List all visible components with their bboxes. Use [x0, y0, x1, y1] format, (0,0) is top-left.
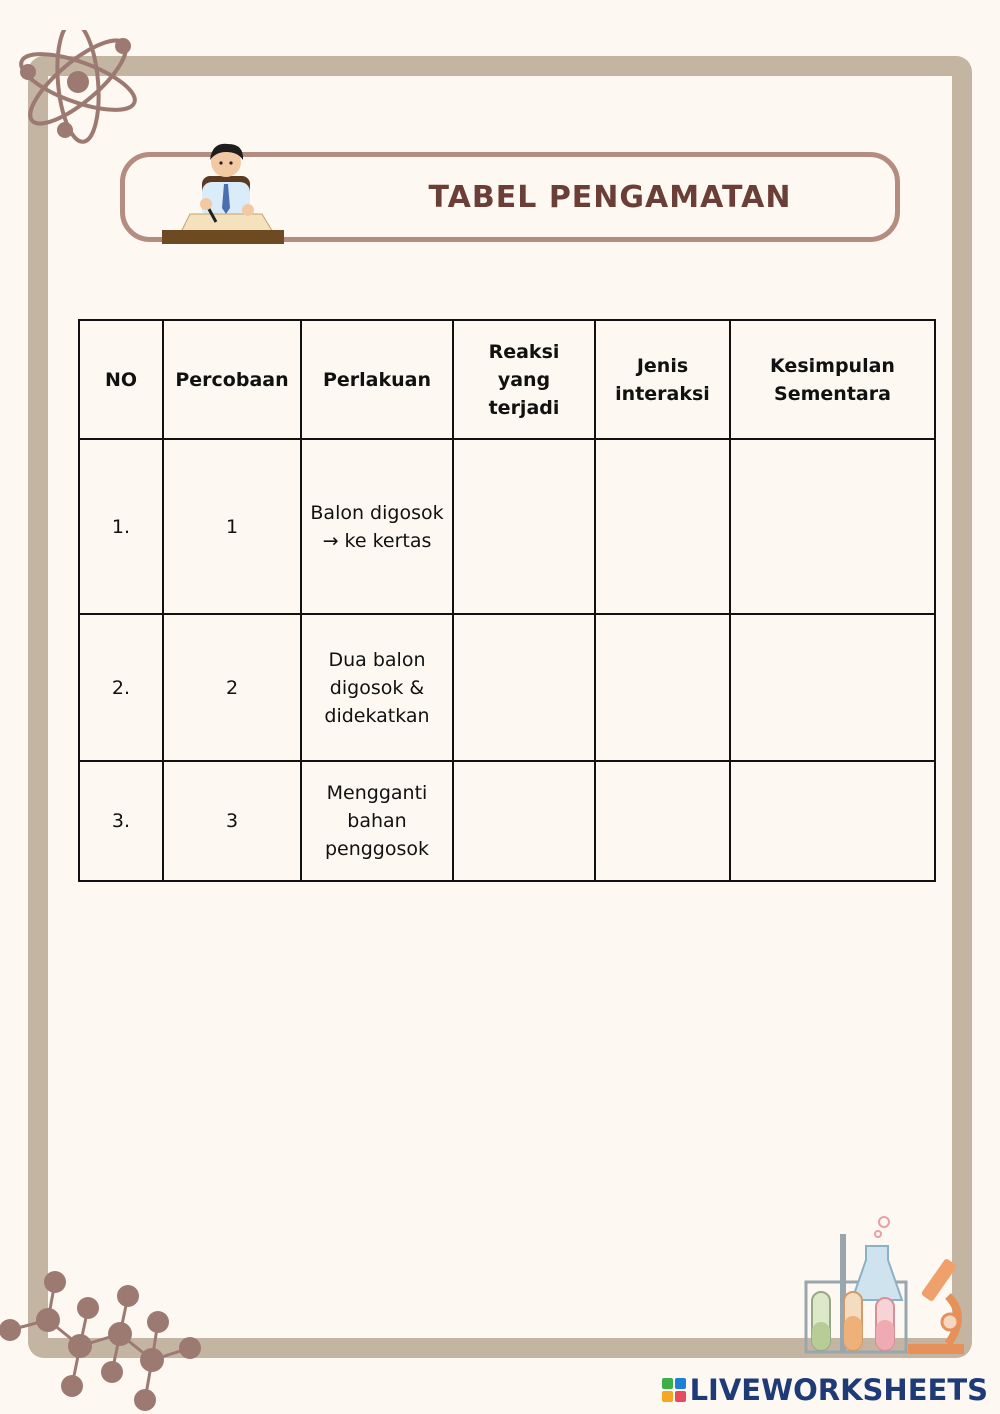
cell-perlakuan: Mengganti bahan penggosok: [301, 761, 453, 881]
cell-no: 3.: [79, 761, 163, 881]
column-header-no: NO: [79, 320, 163, 439]
column-header-perlakuan: Perlakuan: [301, 320, 453, 439]
column-header-reaksi: Reaksi yang terjadi: [453, 320, 595, 439]
cell-reaksi-input[interactable]: [453, 614, 595, 761]
molecule-icon: [0, 1268, 215, 1414]
atom-icon: [10, 30, 145, 145]
lab-equipment-icon: [800, 1212, 970, 1362]
table-header-row: [79, 320, 935, 439]
table-row: [79, 761, 935, 881]
cell-kesimpulan-input[interactable]: [730, 761, 935, 881]
cell-perlakuan: Dua balon digosok & didekatkan: [301, 614, 453, 761]
observation-table: [78, 319, 936, 882]
cell-percobaan: 2: [163, 614, 301, 761]
cell-percobaan: 3: [163, 761, 301, 881]
liveworksheets-logo-icon: [662, 1378, 686, 1402]
cell-perlakuan: Balon digosok → ke kertas: [301, 439, 453, 614]
cell-jenis-input[interactable]: [595, 614, 730, 761]
cell-reaksi-input[interactable]: [453, 761, 595, 881]
student-writing-icon: [158, 138, 288, 246]
page-title: TABEL PENGAMATAN: [428, 179, 792, 215]
cell-no: 1.: [79, 439, 163, 614]
cell-jenis-input[interactable]: [595, 439, 730, 614]
cell-no: 2.: [79, 614, 163, 761]
table-row: [79, 439, 935, 614]
brand-name: LIVEWORKSHEETS: [689, 1373, 988, 1407]
liveworksheets-brand: [662, 1372, 988, 1408]
cell-reaksi-input[interactable]: [453, 439, 595, 614]
table-row: [79, 614, 935, 761]
cell-kesimpulan-input[interactable]: [730, 439, 935, 614]
cell-jenis-input[interactable]: [595, 761, 730, 881]
column-header-jenis: Jenis interaksi: [595, 320, 730, 439]
column-header-kesimpulan: Kesimpulan Sementara: [730, 320, 935, 439]
cell-kesimpulan-input[interactable]: [730, 614, 935, 761]
column-header-percobaan: Percobaan: [163, 320, 301, 439]
cell-percobaan: 1: [163, 439, 301, 614]
